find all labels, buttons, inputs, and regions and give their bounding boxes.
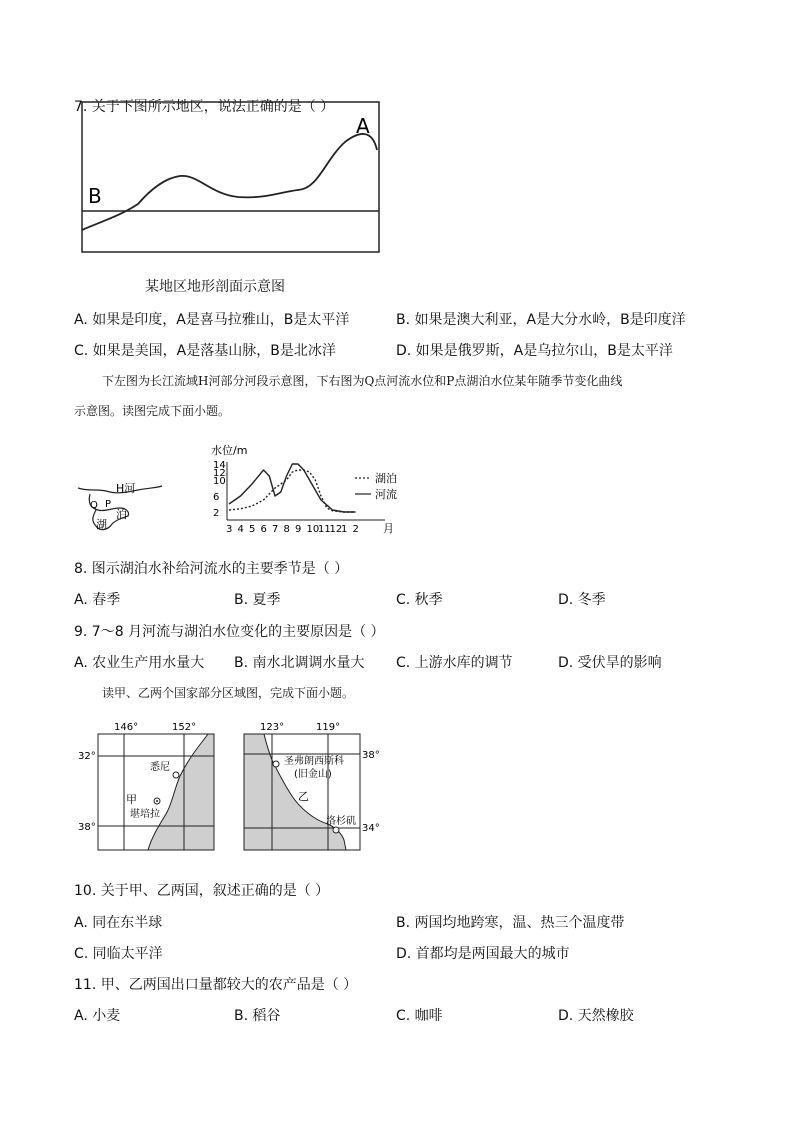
q-point-label: Q — [90, 500, 98, 511]
q7-figure-caption: 某地区地形剖面示意图 — [145, 279, 285, 295]
q7-option-c[interactable]: C. 如果是美国，A是落基山脉，B是北冰洋 — [74, 343, 336, 359]
p-point-label: P — [105, 499, 112, 510]
q11-option-a[interactable]: A. 小麦 — [74, 1008, 121, 1024]
chart-x-unit: 月 — [383, 522, 394, 535]
map-jia-city2: 堪培拉 — [130, 809, 160, 820]
q10-stem: 10. 关于甲、乙两国，叙述正确的是（ ） — [74, 883, 330, 899]
chart-xtick-10: 1 — [341, 524, 348, 535]
q7-option-b[interactable]: B. 如果是澳大利亚，A是大分水岭，B是印度洋 — [396, 312, 686, 328]
intro2-text: 读甲、乙两个国家部分区域图，完成下面小题。 — [102, 686, 355, 700]
chart-ytick-0: 14 — [213, 460, 226, 471]
map-yi-city1-line1: 圣弗朗西斯科 — [284, 756, 344, 767]
profile-frame — [82, 102, 379, 252]
map-yi-lon2: 119° — [316, 722, 341, 733]
chart-xtick-3: 6 — [260, 524, 267, 535]
q9-stem: 9. 7～8 月河流与湖泊水位变化的主要原因是（ ） — [74, 624, 385, 640]
q11-option-d[interactable]: D. 天然橡胶 — [558, 1008, 634, 1024]
chart-xtick-8: 11 — [318, 524, 331, 535]
chart-xtick-1: 4 — [237, 524, 244, 535]
chart-ytick-4: 2 — [213, 508, 220, 519]
map-jia-lat1: 32° — [78, 751, 96, 762]
q9-option-d[interactable]: D. 受伏旱的影响 — [558, 655, 662, 671]
q10-option-a[interactable]: A. 同在东半球 — [74, 915, 163, 931]
map-yi-ocean — [244, 734, 346, 850]
lake-label-bo: 泊 — [116, 508, 127, 521]
terrain-profile-curve — [82, 134, 377, 230]
map-jia-city1: 悉尼 — [150, 762, 170, 773]
chart-xtick-6: 9 — [295, 524, 302, 535]
map-jia-ocean — [148, 734, 214, 850]
chart-xtick-2: 5 — [249, 524, 256, 535]
map-jia-lon2: 152° — [172, 722, 197, 733]
h-river-label: H河 — [116, 482, 136, 495]
chart-xtick-11: 2 — [352, 524, 359, 535]
q8-option-c[interactable]: C. 秋季 — [396, 592, 443, 608]
map-yi — [236, 716, 386, 856]
map-yi-lon1: 123° — [260, 722, 285, 733]
label-a: A — [356, 114, 370, 138]
label-b: B — [88, 184, 102, 208]
chart-xtick-7: 10 — [306, 524, 320, 535]
river-map — [76, 474, 166, 538]
chart-series-lake — [229, 470, 356, 512]
q9-option-b[interactable]: B. 南水北调调水量大 — [234, 655, 365, 671]
chart-ytick-3: 6 — [213, 492, 220, 503]
chart-xtick-0: 3 — [226, 524, 233, 535]
q8-stem: 8. 图示湖泊水补给河流水的主要季节是（ ） — [74, 561, 349, 577]
chart-xtick-5: 8 — [283, 524, 290, 535]
q9-option-a[interactable]: A. 农业生产用水量大 — [74, 655, 205, 671]
chart-ylabel: 水位/m — [211, 444, 248, 457]
map-yi-city2: 洛杉矶 — [326, 816, 356, 827]
q7-stem: 7. 关于下图所示地区，说法正确的是（ ） — [74, 99, 335, 115]
map-jia-capital-dot — [156, 800, 158, 802]
map-yi-city1-line2: (旧金山) — [294, 769, 332, 780]
intro1-line1: 下左图为长江流域H河部分河段示意图，下右图为Q点河流水位和P点湖泊水位某年随季节变化曲线 — [102, 374, 623, 388]
chart-xtick-9: 12 — [329, 524, 343, 535]
q7-option-a[interactable]: A. 如果是印度，A是喜马拉雅山，B是太平洋 — [74, 312, 350, 328]
q10-option-d[interactable]: D. 首都均是两国最大的城市 — [396, 946, 570, 962]
map-yi-city1-marker — [273, 761, 279, 767]
lake-label-hu: 湖 — [96, 518, 107, 531]
map-jia-city1-marker — [173, 772, 179, 778]
q10-option-c[interactable]: C. 同临太平洋 — [74, 946, 163, 962]
map-yi-country: 乙 — [298, 790, 309, 803]
map-jia — [76, 716, 218, 856]
map-jia-country: 甲 — [126, 793, 137, 806]
q11-option-b[interactable]: B. 稻谷 — [234, 1008, 281, 1024]
map-jia-lat2: 38° — [78, 822, 96, 833]
map-yi-city2-marker — [333, 827, 339, 833]
intro1-line2: 示意图。读图完成下面小题。 — [74, 404, 231, 418]
legend-lake-label: 湖泊 — [375, 472, 397, 485]
terrain-profile-figure — [80, 100, 385, 258]
q10-option-b[interactable]: B. 两国均地跨寒，温、热三个温度带 — [396, 915, 625, 931]
q8-option-a[interactable]: A. 春季 — [74, 592, 121, 608]
q9-option-c[interactable]: C. 上游水库的调节 — [396, 655, 513, 671]
q8-option-d[interactable]: D. 冬季 — [558, 592, 606, 608]
chart-ytick-1: 12 — [213, 468, 226, 479]
q11-stem: 11. 甲、乙两国出口量都较大的农产品是（ ） — [74, 977, 358, 993]
q8-option-b[interactable]: B. 夏季 — [234, 592, 281, 608]
q7-option-d[interactable]: D. 如果是俄罗斯，A是乌拉尔山，B是太平洋 — [396, 343, 673, 359]
chart-xtick-4: 7 — [272, 524, 279, 535]
chart-series-river — [229, 464, 356, 512]
map-yi-lat1: 38° — [362, 750, 380, 761]
water-level-chart — [205, 440, 405, 540]
map-yi-lat2: 34° — [362, 823, 380, 834]
legend-river-label: 河流 — [375, 488, 397, 501]
q11-option-c[interactable]: C. 咖啡 — [396, 1008, 443, 1024]
map-jia-lon1: 146° — [114, 722, 139, 733]
chart-ytick-2: 10 — [213, 476, 226, 487]
